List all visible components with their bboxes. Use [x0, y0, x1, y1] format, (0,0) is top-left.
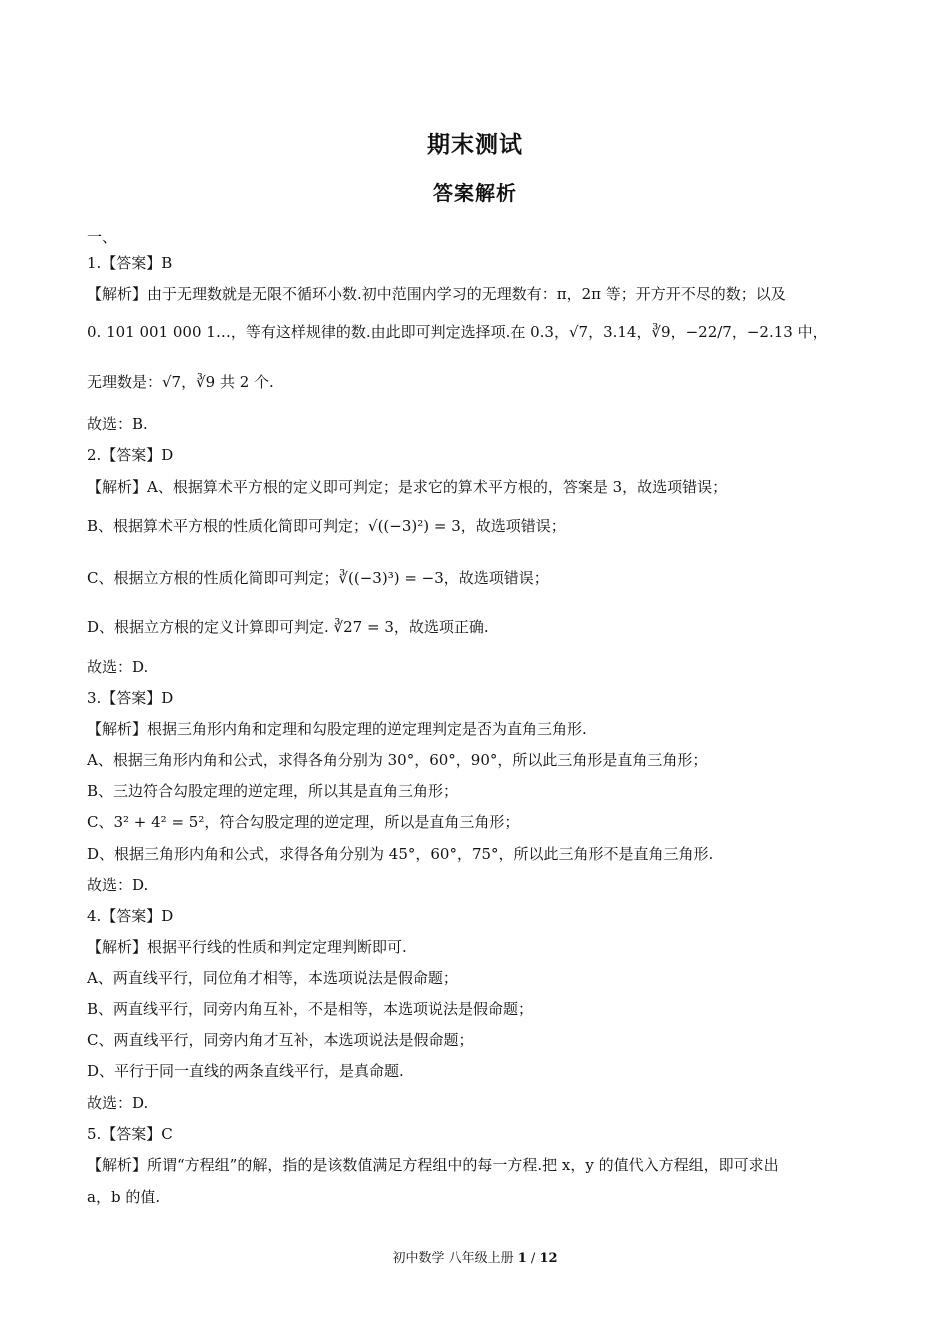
- analysis-line: 【解析】根据三角形内角和定理和勾股定理的逆定理判定是否为直角三角形.: [87, 720, 587, 738]
- analysis-line: A、两直线平行，同位角才相等，本选项说法是假命题；: [87, 969, 458, 987]
- answer-line: 3.【答案】D: [87, 689, 174, 707]
- analysis-line: 无理数是：√7，∛9 共 2 个.: [87, 373, 274, 391]
- analysis-line: 【解析】A、根据算术平方根的定义即可判定；是求它的算术平方根的，答案是 3，故选项错误；: [87, 478, 728, 496]
- conclusion-line: 故选：D.: [87, 1094, 149, 1112]
- analysis-line: a，b 的值.: [87, 1188, 161, 1206]
- conclusion-line: 故选：D.: [87, 876, 149, 894]
- analysis-line: C、根据立方根的性质化简即可判定；∛((−3)³) = −3，故选项错误；: [87, 569, 549, 587]
- footer-separator: /: [530, 1251, 536, 1266]
- analysis-line: D、根据立方根的定义计算即可判定. ∛27 = 3，故选项正确.: [87, 618, 489, 636]
- analysis-line: 【解析】由于无理数就是无限不循环小数.初中范围内学习的无理数有：π，2π 等；开方开不尽的数；以及: [87, 285, 786, 303]
- analysis-line: 【解析】根据平行线的性质和判定定理判断即可.: [87, 938, 407, 956]
- answer-line: 2.【答案】D: [87, 446, 174, 464]
- answer-line: 1.【答案】B: [87, 254, 173, 272]
- analysis-line: 0. 101 001 000 1…，等有这样规律的数.由此即可判定选择项.在 0.3，√7，3.14，∛9，−22/7，−2.13 中，: [87, 323, 828, 341]
- conclusion-line: 故选：D.: [87, 658, 149, 676]
- analysis-line: B、根据算术平方根的性质化简即可判定；√((−3)²) = 3，故选项错误；: [87, 517, 566, 535]
- page-title: 期末测试: [427, 132, 523, 158]
- analysis-line: 【解析】所谓“方程组”的解，指的是该数值满足方程组中的每一方程.把 x，y 的值代入方程组，即可求出: [87, 1156, 779, 1174]
- analysis-line: B、两直线平行，同旁内角互补，不是相等，本选项说法是假命题；: [87, 1000, 534, 1018]
- footer-course: 初中数学 八年级上册: [392, 1251, 514, 1266]
- conclusion-line: 故选：B.: [87, 415, 148, 433]
- analysis-line: A、根据三角形内角和公式，求得各角分别为 30°，60°，90°，所以此三角形是直角三角形；: [87, 751, 708, 769]
- analysis-line: C、两直线平行，同旁内角才互补，本选项说法是假命题；: [87, 1031, 474, 1049]
- analysis-line: D、平行于同一直线的两条直线平行，是真命题.: [87, 1062, 404, 1080]
- page-subtitle: 答案解析: [433, 181, 517, 205]
- answer-line: 4.【答案】D: [87, 907, 174, 925]
- footer-page-total: 12: [539, 1251, 558, 1266]
- analysis-line: B、三边符合勾股定理的逆定理，所以其是直角三角形；: [87, 782, 459, 800]
- analysis-line: D、根据三角形内角和公式，求得各角分别为 45°，60°，75°，所以此三角形不是直角三角形.: [87, 845, 714, 863]
- footer-page-number: 1: [517, 1251, 527, 1266]
- answer-line: 5.【答案】C: [87, 1125, 173, 1143]
- page-footer: [0, 1247, 950, 1266]
- section-heading: 一、: [87, 228, 118, 246]
- analysis-line: C、3² + 4² = 5²，符合勾股定理的逆定理，所以是直角三角形；: [87, 813, 520, 831]
